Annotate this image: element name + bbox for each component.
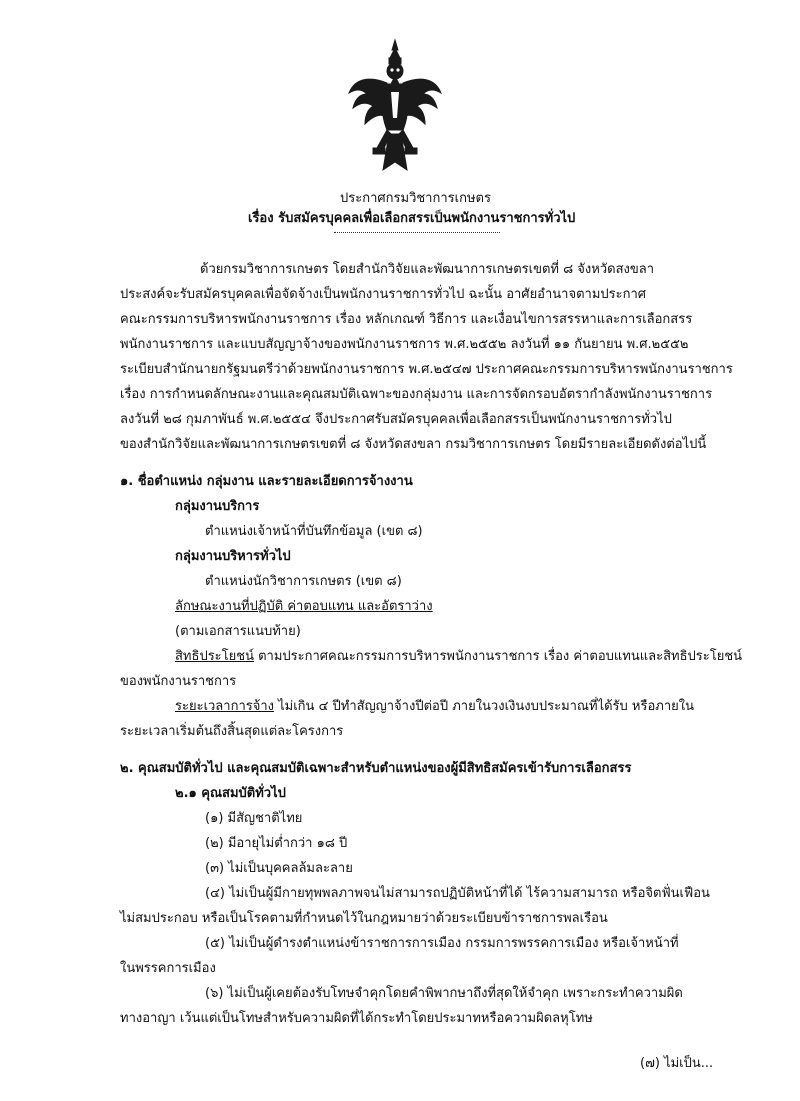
group-label: กลุ่มงานบริหารทั่วไป bbox=[175, 549, 291, 564]
position-title: ตำแหน่งเจ้าหน้าที่บันทึกข้อมูล (เขต ๘) bbox=[205, 524, 423, 539]
intro-line: ระเบียบสำนักนายกรัฐมนตรีว่าด้วยพนักงานราชการ พ.ศ.๒๕๔๗ ประกาศคณะกรรมการบริหารพนักงานราชการ bbox=[120, 362, 733, 377]
intro-line: คณะกรรมการบริหารพนักงานราชการ เรื่อง หลักเกณฑ์ วิธีการ และเงื่อนไขการสรรหาและการเลือกสรร bbox=[120, 312, 693, 327]
section-2-1-heading: ๒.๑ คุณสมบัติทั่วไป bbox=[175, 786, 286, 801]
qualification-item: (๓) ไม่เป็นบุคคลล้มละลาย bbox=[205, 861, 353, 876]
announcement-subject: เรื่อง รับสมัครบุคคลเพื่อเลือกสรรเป็นพนักงานราชการทั่วไป bbox=[248, 211, 576, 226]
intro-line: ด้วยกรมวิชาการเกษตร โดยสำนักวิจัยและพัฒนาการเกษตรเขตที่ ๘ จังหวัดสงขลา bbox=[200, 262, 655, 277]
garuda-emblem bbox=[345, 38, 445, 178]
benefits-label: สิทธิประโยชน์ bbox=[175, 649, 254, 664]
benefits-continuation: ของพนักงานราชการ bbox=[120, 674, 237, 689]
section-1-heading: ๑. ชื่อตำแหน่ง กลุ่มงาน และรายละเอียดการจ้างงาน bbox=[120, 474, 413, 489]
duties-label: ลักษณะงานที่ปฏิบัติ ค่าตอบแทน และอัตราว่าง bbox=[175, 599, 433, 614]
intro-line: ลงวันที่ ๒๘ กุมภาพันธ์ พ.ศ.๒๕๕๔ จึงประกาศรับสมัครบุคคลเพื่อเลือกสรรเป็นพนักงานราชการทั่วไป bbox=[120, 412, 672, 427]
intro-line: ของสำนักวิจัยและพัฒนาการเกษตรเขตที่ ๘ จังหวัดสงขลา กรมวิชาการเกษตร โดยมีรายละเอียดดังต่อไปนี้ bbox=[120, 437, 707, 452]
qualification-continuation: ในพรรคการเมือง bbox=[120, 961, 216, 976]
duties-note: (ตามเอกสารแนบท้าย) bbox=[175, 624, 301, 639]
qualification-continuation: ทางอาญา เว้นแต่เป็นโทษสำหรับความผิดที่ได้กระทำโดยประมาทหรือความผิดลหุโทษ bbox=[120, 1011, 593, 1026]
qualification-continuation: ไม่สมประกอบ หรือเป็นโรคตามที่กำหนดไว้ในกฎหมายว่าด้วยระเบียบข้าราชการพลเรือน bbox=[120, 911, 608, 926]
position-title: ตำแหน่งนักวิชาการเกษตร (เขต ๘) bbox=[205, 574, 402, 589]
benefits-text: ตามประกาศคณะกรรมการบริหารพนักงานราชการ เรื่อง ค่าตอบแทนและสิทธิประโยชน์ bbox=[253, 649, 743, 664]
qualification-item: (๒) มีอายุไม่ต่ำกว่า ๑๘ ปี bbox=[205, 836, 348, 851]
term-continuation: ระยะเวลาเริ่มต้นถึงสิ้นสุดแต่ละโครงการ bbox=[120, 724, 344, 739]
term-label: ระยะเวลาการจ้าง bbox=[175, 699, 274, 714]
term-text: ไม่เกิน ๔ ปีทำสัญญาจ้างปีต่อปี ภายในวงเงินงบประมาณที่ได้รับ หรือภายใน bbox=[274, 699, 694, 714]
group-label: กลุ่มงานบริการ bbox=[175, 499, 260, 514]
benefits-line bbox=[175, 645, 742, 666]
announcement-agency: ประกาศกรมวิชาการเกษตร bbox=[340, 191, 491, 206]
qualification-item: (๕) ไม่เป็นผู้ดำรงตำแหน่งข้าราชการการเมือง กรรมการพรรคการเมือง หรือเจ้าหน้าที่ bbox=[205, 936, 679, 951]
qualification-item: (๖) ไม่เป็นผู้เคยต้องรับโทษจำคุกโดยคำพิพากษาถึงที่สุดให้จำคุก เพราะกระทำความผิด bbox=[205, 986, 683, 1001]
term-line bbox=[175, 695, 694, 716]
qualification-item: (๔) ไม่เป็นผู้มีกายทุพพลภาพจนไม่สามารถปฏิบัติหน้าที่ได้ ไร้ความสามารถ หรือจิตฟั่นเฟือน bbox=[205, 886, 710, 901]
page-continuation: (๗) ไม่เป็น... bbox=[640, 1056, 714, 1071]
intro-line: ประสงค์จะรับสมัครบุคคลเพื่อจัดจ้างเป็นพนักงานราชการทั่วไป ฉะนั้น อาศัยอำนาจตามประกาศ bbox=[120, 287, 647, 302]
intro-line: พนักงานราชการ และแบบสัญญาจ้างของพนักงานราชการ พ.ศ.๒๕๕๒ ลงวันที่ ๑๑ กันยายน พ.ศ.๒๕๕๒ bbox=[120, 337, 689, 352]
section-2-heading: ๒. คุณสมบัติทั่วไป และคุณสมบัติเฉพาะสำหรับตำแหน่งของผู้มีสิทธิสมัครเข้ารับการเลือกสรร bbox=[120, 761, 632, 776]
header-divider bbox=[334, 232, 500, 233]
intro-line: เรื่อง การกำหนดลักษณะงานและคุณสมบัติเฉพาะของกลุ่มงาน และการจัดกรอบอัตรากำลังพนักงานราชการ bbox=[120, 387, 713, 402]
qualification-item: (๑) มีสัญชาติไทย bbox=[205, 811, 303, 826]
